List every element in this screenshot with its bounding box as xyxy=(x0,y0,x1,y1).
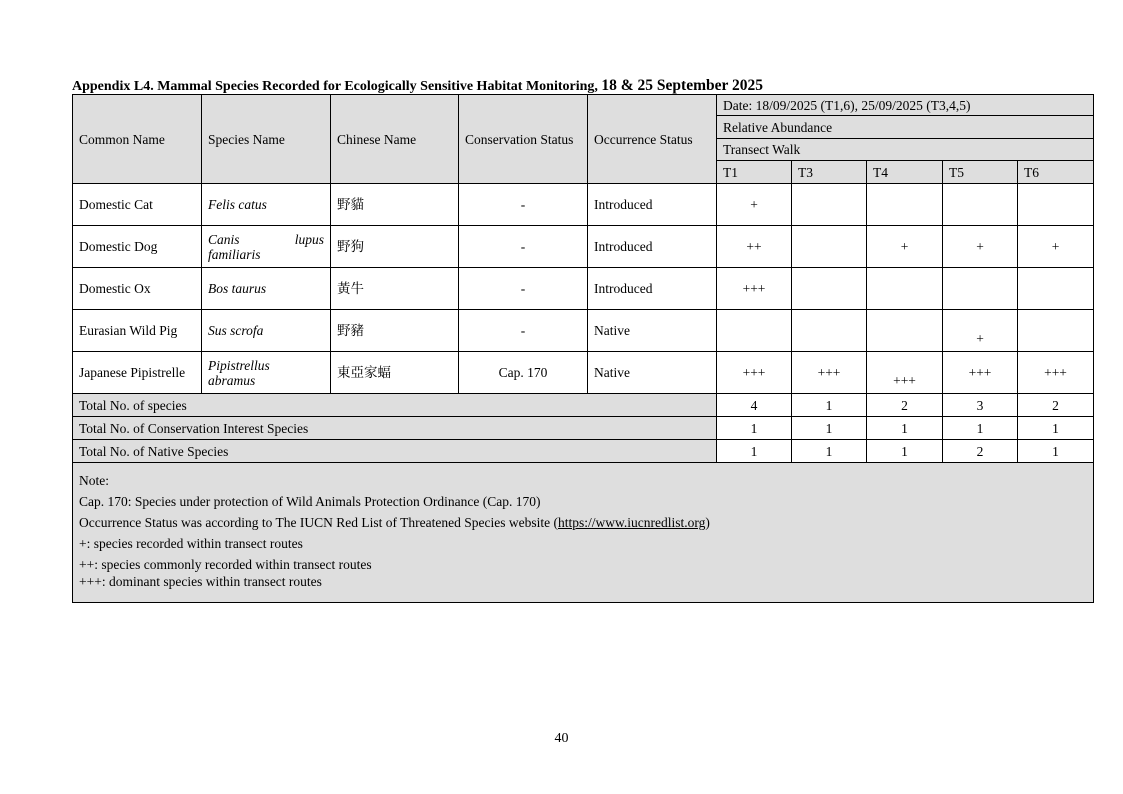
total-row xyxy=(73,394,1094,417)
chinese-name: 黃牛 xyxy=(331,268,459,310)
table-row xyxy=(73,226,1094,268)
table-title xyxy=(72,77,763,95)
abundance-t5 xyxy=(943,184,1018,226)
occurrence-status: Native xyxy=(588,310,717,352)
total-t5: 3 xyxy=(943,394,1018,417)
total-native-label: Total No. of Native Species xyxy=(73,440,717,463)
species-epithet: abramus xyxy=(208,372,256,388)
total-t6: 1 xyxy=(1018,440,1094,463)
abundance-t6: +++ xyxy=(1018,352,1094,394)
chinese-name: 野豬 xyxy=(331,310,459,352)
total-t4: 1 xyxy=(867,440,943,463)
total-t4: 1 xyxy=(867,417,943,440)
abundance-t1 xyxy=(717,310,792,352)
header-conservation-status: Conservation Status xyxy=(459,95,588,184)
conservation-status: - xyxy=(459,310,588,352)
header-transect-t5: T5 xyxy=(943,161,1018,184)
abundance-t5 xyxy=(943,268,1018,310)
total-t1: 1 xyxy=(717,417,792,440)
header-occurrence-status: Occurrence Status xyxy=(588,95,717,184)
header-species-name: Species Name xyxy=(202,95,331,184)
abundance-t5 xyxy=(943,310,1018,352)
abundance-t3 xyxy=(792,226,867,268)
abundance-t1: + xyxy=(717,184,792,226)
header-transect-t1: T1 xyxy=(717,161,792,184)
header-common-name: Common Name xyxy=(73,95,202,184)
species-name: Bos taurus xyxy=(202,268,331,310)
conservation-status: - xyxy=(459,184,588,226)
common-name: Domestic Dog xyxy=(73,226,202,268)
species-subspecies: familiaris xyxy=(208,246,261,262)
header-transect-t3: T3 xyxy=(792,161,867,184)
page-number: 40 xyxy=(554,731,569,746)
species-name: Sus scrofa xyxy=(202,310,331,352)
chinese-name: 野貓 xyxy=(331,184,459,226)
abundance-t4 xyxy=(867,310,943,352)
header-survey-date: Date: 18/09/2025 (T1,6), 25/09/2025 (T3,4,5) xyxy=(717,95,1094,116)
conservation-status: Cap. 170 xyxy=(459,352,588,394)
abundance-t3 xyxy=(792,310,867,352)
species-genus: Canis xyxy=(208,231,240,247)
total-t5: 1 xyxy=(943,417,1018,440)
abundance-t3 xyxy=(792,268,867,310)
total-t4: 2 xyxy=(867,394,943,417)
header-transect-t6: T6 xyxy=(1018,161,1094,184)
note-plus-three: +++: dominant species within transect routes xyxy=(79,573,322,589)
abundance-t1: +++ xyxy=(717,352,792,394)
abundance-t6 xyxy=(1018,310,1094,352)
title-date: 18 & 25 September 2025 xyxy=(601,77,763,94)
species-name xyxy=(202,226,331,268)
note-heading: Note: xyxy=(79,472,109,488)
total-row xyxy=(73,417,1094,440)
total-t3: 1 xyxy=(792,440,867,463)
iucn-link[interactable]: https://www.iucnredlist.org xyxy=(557,514,706,530)
note-occurrence-close: ) xyxy=(705,514,710,530)
table-row xyxy=(73,184,1094,226)
total-t3: 1 xyxy=(792,394,867,417)
total-t1: 4 xyxy=(717,394,792,417)
occurrence-status: Native xyxy=(588,352,717,394)
abundance-t3: +++ xyxy=(792,352,867,394)
mammal-species-table xyxy=(72,94,1094,603)
total-t6: 2 xyxy=(1018,394,1094,417)
abundance-t5: + xyxy=(943,226,1018,268)
abundance-t5: +++ xyxy=(943,352,1018,394)
abundance-t4 xyxy=(867,268,943,310)
abundance-t6: + xyxy=(1018,226,1094,268)
abundance-t3 xyxy=(792,184,867,226)
total-t6: 1 xyxy=(1018,417,1094,440)
header-transect-walk: Transect Walk xyxy=(717,139,1094,161)
abundance-mark: +++ xyxy=(893,373,916,388)
total-conservation-label: Total No. of Conservation Interest Species xyxy=(73,417,717,440)
table-row xyxy=(73,352,1094,394)
abundance-t4 xyxy=(867,184,943,226)
total-row xyxy=(73,440,1094,463)
abundance-t4 xyxy=(867,352,943,394)
note-cap170: Cap. 170: Species under protection of Wild Animals Protection Ordinance (Cap. 170) xyxy=(79,493,541,509)
species-epithet: lupus xyxy=(294,231,324,247)
occurrence-status: Introduced xyxy=(588,184,717,226)
total-t5: 2 xyxy=(943,440,1018,463)
abundance-mark: + xyxy=(976,331,984,346)
header-chinese-name: Chinese Name xyxy=(331,95,459,184)
conservation-status: - xyxy=(459,268,588,310)
conservation-status: - xyxy=(459,226,588,268)
abundance-t1: +++ xyxy=(717,268,792,310)
abundance-t1: ++ xyxy=(717,226,792,268)
chinese-name: 東亞家蝠 xyxy=(331,352,459,394)
occurrence-status: Introduced xyxy=(588,268,717,310)
abundance-t4: + xyxy=(867,226,943,268)
total-t1: 1 xyxy=(717,440,792,463)
note-plus-one: +: species recorded within transect routes xyxy=(79,535,303,551)
header-relative-abundance: Relative Abundance xyxy=(717,116,1094,139)
species-name: Felis catus xyxy=(202,184,331,226)
notes-section xyxy=(73,463,1094,603)
table-row xyxy=(73,268,1094,310)
note-occurrence-text: Occurrence Status was according to The IUCN Red List of Threatened Species website ( xyxy=(79,514,558,530)
chinese-name: 野狗 xyxy=(331,226,459,268)
table-row xyxy=(73,310,1094,352)
header-transect-t4: T4 xyxy=(867,161,943,184)
total-species-label: Total No. of species xyxy=(73,394,717,417)
species-genus: Pipistrellus xyxy=(208,357,270,373)
common-name: Japanese Pipistrelle xyxy=(73,352,202,394)
common-name: Domestic Cat xyxy=(73,184,202,226)
species-name xyxy=(202,352,331,394)
abundance-t6 xyxy=(1018,268,1094,310)
common-name: Eurasian Wild Pig xyxy=(73,310,202,352)
note-plus-two: ++: species commonly recorded within transect routes xyxy=(79,556,372,572)
occurrence-status: Introduced xyxy=(588,226,717,268)
title-text: Appendix L4. Mammal Species Recorded for Ecologically Sensitive Habitat Monitoring, xyxy=(72,79,602,94)
total-t3: 1 xyxy=(792,417,867,440)
abundance-t6 xyxy=(1018,184,1094,226)
note-occurrence xyxy=(79,514,1087,531)
common-name: Domestic Ox xyxy=(73,268,202,310)
